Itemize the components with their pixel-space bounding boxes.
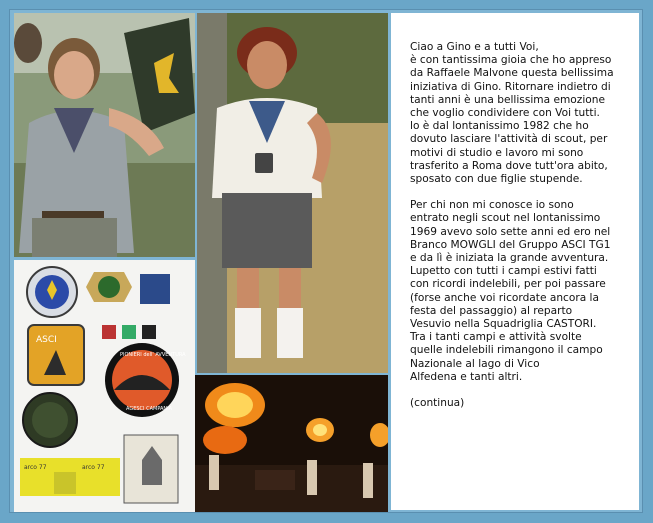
letter-continua: (continua) xyxy=(410,397,465,410)
letter-paragraph-1: Ciao a Gino e a tutti Voi, è con tantissima gioia che ho appreso da Raffaele Malvone questa bellissima iniziativa di Gino. Ritornare indietro di tanti anni è una bellissima emozione che voglio condividere con Voi tutti. lo è dal lontanissimo 1982 che ho dovuto lasciare l'attività di scout, per motivi di studio e lavoro mi sono trasferito a Roma dove tutt'ora abito, sposato con due figlie stupende. xyxy=(410,41,614,186)
letter-panel xyxy=(391,13,639,510)
photo-scouts-group xyxy=(14,13,195,257)
paragraph-gap xyxy=(410,186,629,199)
scout-patches-collage xyxy=(14,260,195,512)
photo-scout-standing xyxy=(197,13,388,373)
round-patch-sub: AGESCI CAMPANIA xyxy=(126,406,173,412)
letter-paragraph-2: Per chi non mi conosce io sono entrato negli scout nel lontanissimo 1969 avevo solo sette anni ed ero nel Branco MOWGLI del Gruppo ASCI TG1 e da lì è iniziata la grande avventura. Lupetto con tutti i campi estivi fatti con ricordi indelebili, per poi passare (forse anche voi ricordate ancora la festa del passaggio) al reparto Vesuvio nella Squadriglia CASTORI. Tra i tanti campi e attività svolte quelle indelebili rimangono il campo Nazionale al lago di Vico Alfedena e tanti altri. xyxy=(410,199,611,383)
photo-fire-breathing xyxy=(195,375,388,512)
yellow-strip-1: arco 77 xyxy=(24,464,47,471)
paragraph-gap xyxy=(410,384,629,397)
round-patch-text: PIONIERI dell' AVVENTURA xyxy=(120,352,186,358)
yellow-strip-2: arco 77 xyxy=(82,464,105,471)
asci-patch-label: ASCI xyxy=(36,335,57,345)
